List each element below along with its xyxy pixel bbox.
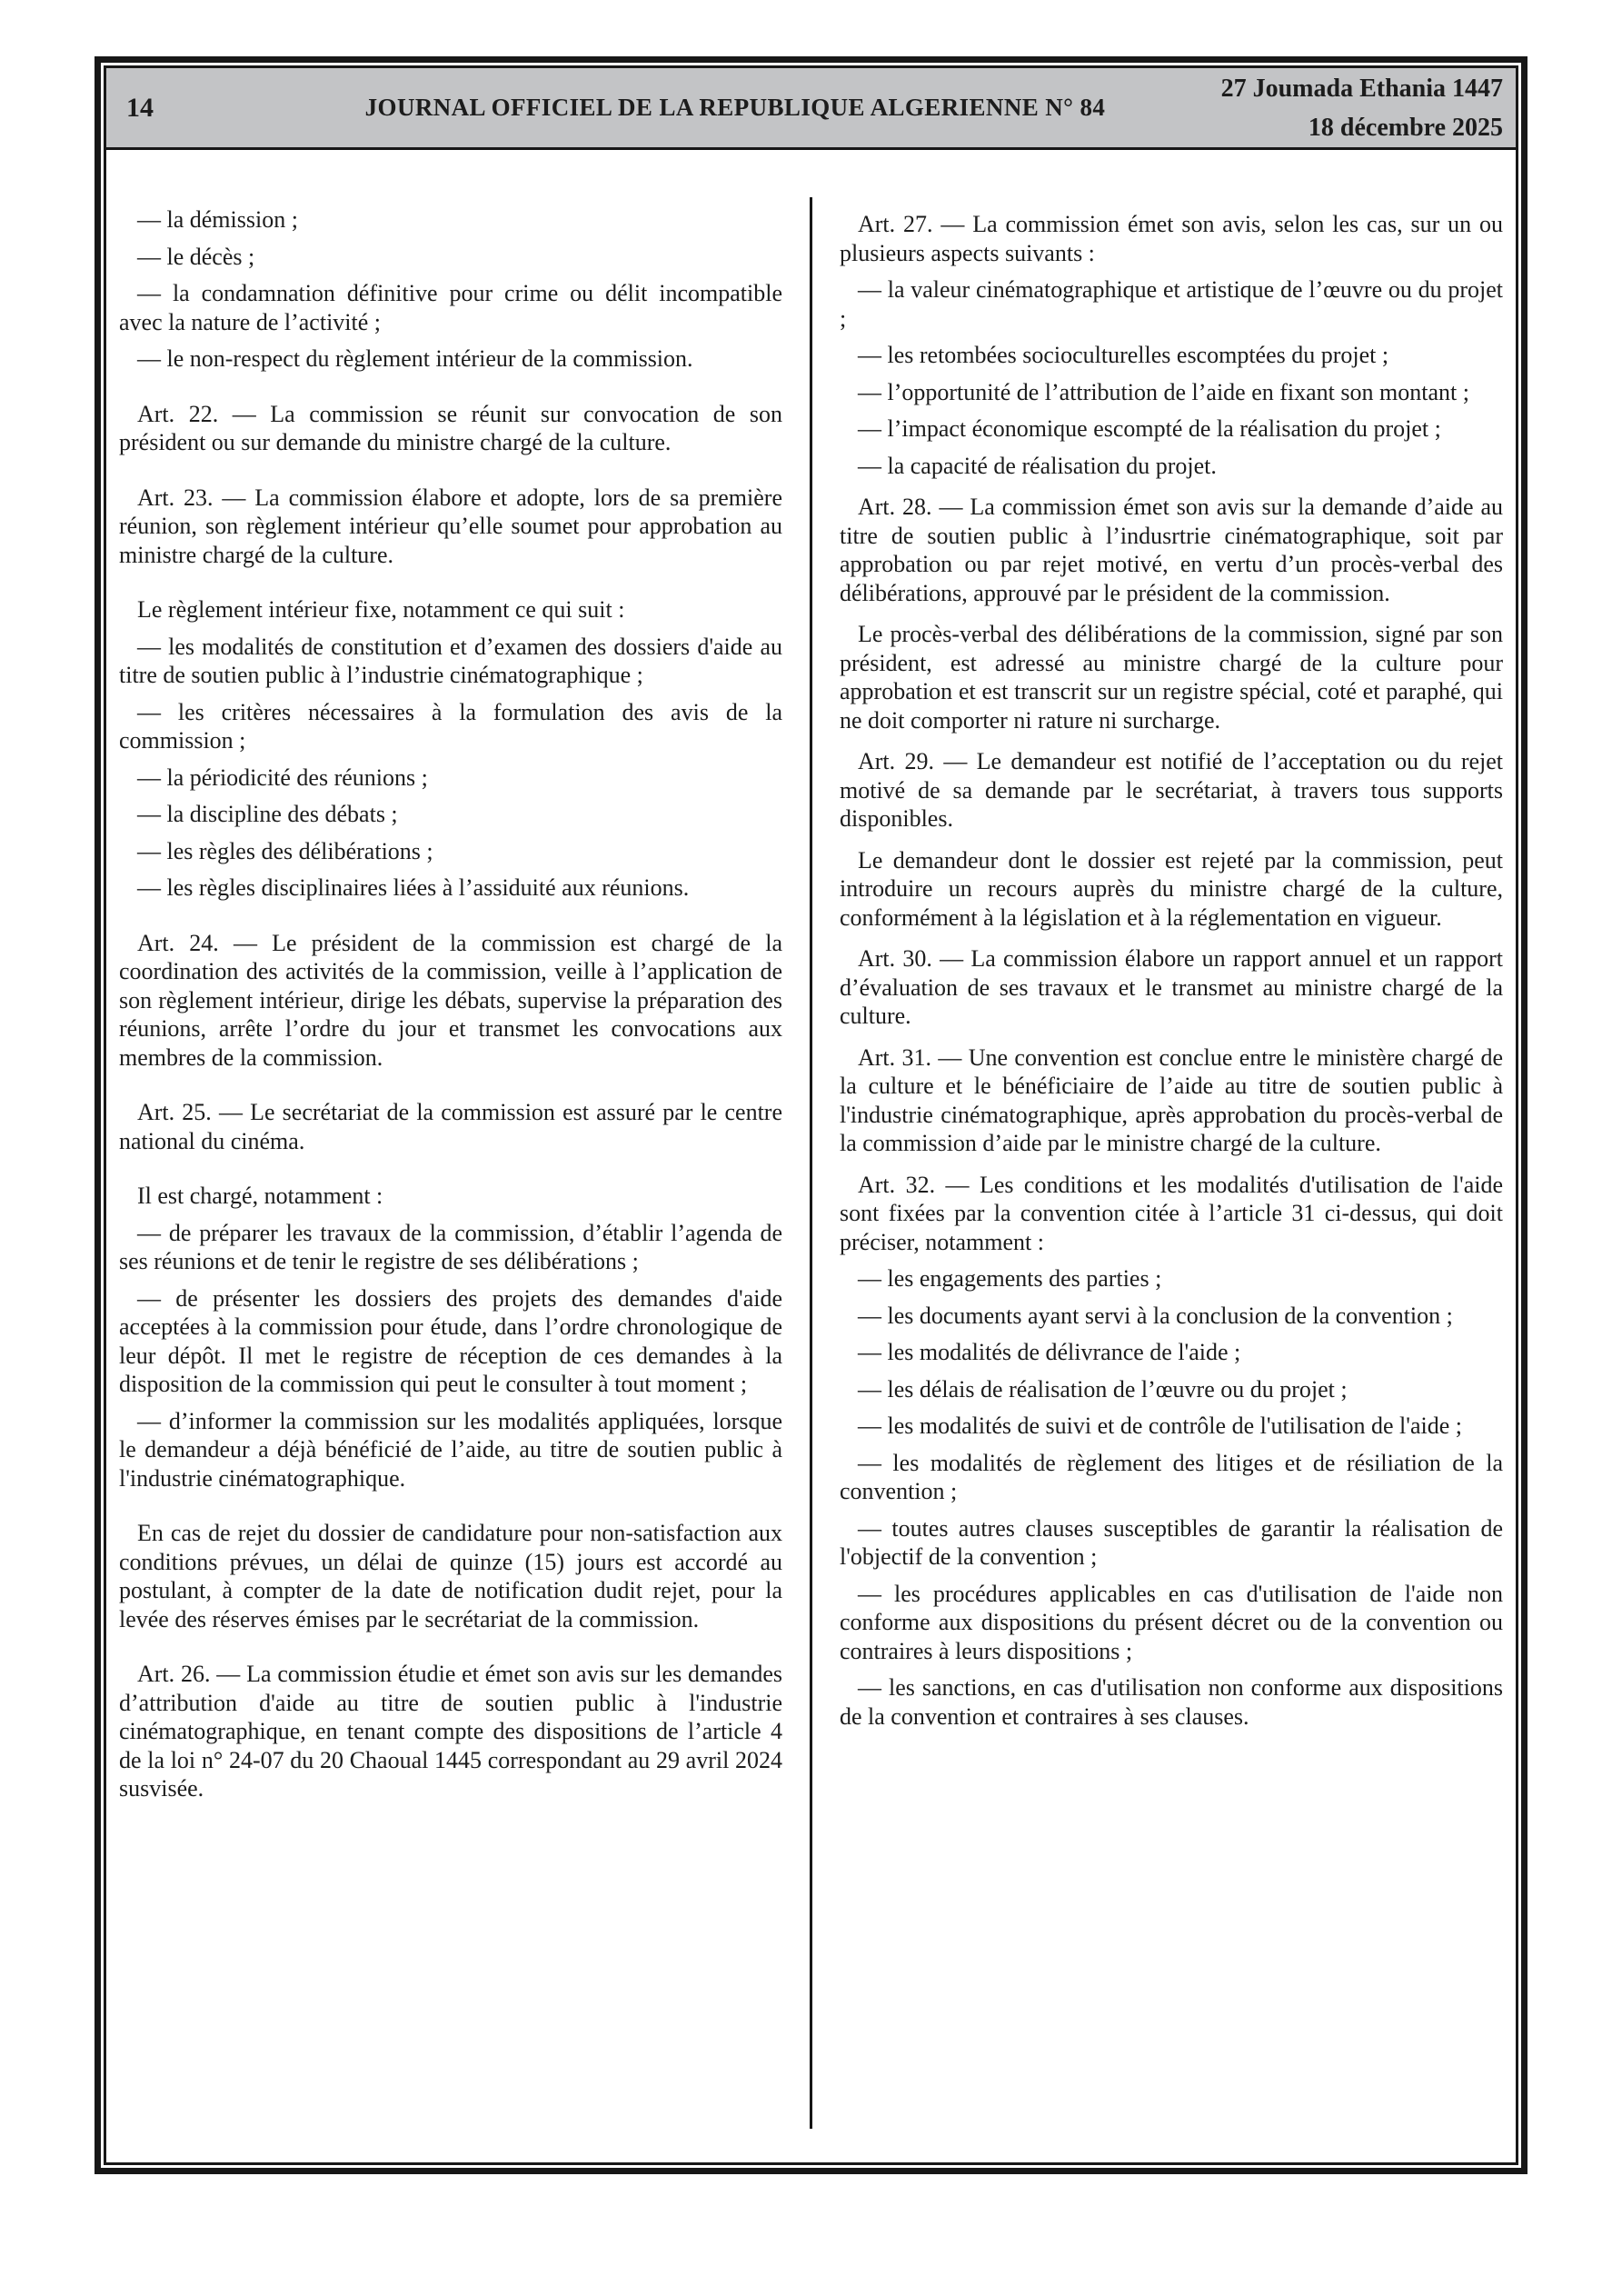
article-paragraph: Art. 25. — Le secrétariat de la commission est assuré par le centre national du cinéma. xyxy=(119,1099,782,1154)
list-item: — les délais de réalisation de l’œuvre ou du projet ; xyxy=(858,1375,1348,1403)
article-paragraph: Art. 26. — La commission étudie et émet son avis sur les demandes d’attribution d'aide au titre de soutien public à l'industrie cinématographique, en tenant compte des dispositions de l’article 4 de la loi n° 24-07 du 20 Chaoual 1445 correspondant au 29 avril 2024 susvisée. xyxy=(119,1661,782,1802)
list-item: — la discipline des débats ; xyxy=(137,801,398,827)
list-item: — l’opportunité de l’attribution de l’aide en fixant son montant ; xyxy=(858,378,1469,405)
date-gregorian: 18 décembre 2025 xyxy=(1308,113,1503,142)
page-frame-inner xyxy=(104,65,1518,2165)
list-item: — les modalités de règlement des litiges et de résiliation de la convention ; xyxy=(840,1449,1503,1504)
list-item: — les engagements des parties ; xyxy=(858,1265,1162,1292)
list-item: — la condamnation définitive pour crime ou délit incompatible avec la nature de l’activité ; xyxy=(119,280,782,335)
paragraph: En cas de rejet du dossier de candidature pour non-satisfaction aux conditions prévues, un délai de quinze (15) jours est accordé au postulant, à compter de la date de notification dudit rejet, pour la levée des réserves émises par le secrétariat de la commission. xyxy=(119,1520,782,1632)
list-item: — les documents ayant servi à la conclusion de la convention ; xyxy=(858,1302,1453,1329)
page-number: 14 xyxy=(126,92,154,123)
list-item: — les retombées socioculturelles escomptées du projet ; xyxy=(858,342,1389,368)
paragraph: Il est chargé, notamment : xyxy=(137,1183,383,1209)
list-item: — les critères nécessaires à la formulation des avis de la commission ; xyxy=(119,698,782,754)
article-paragraph: Art. 31. — Une convention est conclue entre le ministère chargé de la culture et le bénéficiaire de l’aide au titre de soutien public à l'industrie cinématographique, après approbation du procès-verbal de la commission d’aide par le ministre chargé de la culture. xyxy=(840,1043,1503,1156)
journal-header xyxy=(106,68,1516,150)
article-paragraph: Art. 23. — La commission élabore et adopte, lors de sa première réunion, son règlement intérieur qu’elle soumet pour approbation au ministre chargé de la culture. xyxy=(119,484,782,568)
list-item: — les procédures applicables en cas d'utilisation de l'aide non conforme aux dispositions du présent décret ou de la convention ou contraires à leurs dispositions ; xyxy=(840,1580,1503,1664)
journal-title: JOURNAL OFFICIEL DE LA REPUBLIQUE ALGERIENNE N° 84 xyxy=(364,94,1106,121)
article-paragraph: Art. 22. — La commission se réunit sur convocation de son président ou sur demande du ministre chargé de la culture. xyxy=(119,400,782,455)
paragraph: Le demandeur dont le dossier est rejeté par la commission, peut introduire un recours auprès du ministre chargé de la culture, conformément à la législation et à la réglementation en vigueur. xyxy=(840,846,1503,931)
list-item: — de préparer les travaux de la commission, d’établir l’agenda de ses réunions et de tenir le registre de ses délibérations ; xyxy=(119,1219,782,1274)
list-item: — de présenter les dossiers des projets des demandes d'aide acceptées à la commission pour étude, dans l’ordre chronologique de leur dépôt. Il met le registre de réception de ces demandes à la disposition de la commission qui peut le consulter à tout moment ; xyxy=(119,1284,782,1397)
list-item: — la démission ; xyxy=(137,206,298,233)
paragraph: Le procès-verbal des délibérations de la commission, signé par son président, est adressé au ministre chargé de la culture pour approbation et est transcrit sur un registre spécial, coté et paraphé, qui ne doit comporter ni rature ni surcharge. xyxy=(840,621,1503,734)
right-column xyxy=(840,197,1503,1739)
list-item: — la capacité de réalisation du projet. xyxy=(858,452,1217,479)
date-hijri: 27 Joumada Ethania 1447 xyxy=(1220,74,1503,103)
list-item: — d’informer la commission sur les modalités appliquées, lorsque le demandeur a déjà bénéficié de l’aide, au titre de soutien public à l'industrie cinématographique. xyxy=(119,1407,782,1492)
left-column xyxy=(119,197,782,1812)
list-item: — la valeur cinématographique et artistique de l’œuvre ou du projet ; xyxy=(840,276,1503,332)
article-paragraph: Art. 30. — La commission élabore un rapport annuel et un rapport d’évaluation de ses travaux et le transmet au ministre chargé de la culture. xyxy=(840,945,1503,1029)
list-item: — le non-respect du règlement intérieur de la commission. xyxy=(137,345,693,372)
list-item: — la périodicité des réunions ; xyxy=(137,764,428,791)
list-item: — les règles disciplinaires liées à l’assiduité aux réunions. xyxy=(137,874,690,901)
article-paragraph: Art. 28. — La commission émet son avis sur la demande d’aide au titre de soutien public à l’indusrtrie cinématographique, soit par approbation ou par rejet motivé, en vertu d’un procès-verbal des délibérations, approuvé par le président de la commission. xyxy=(840,494,1503,606)
article-paragraph: Art. 24. — Le président de la commission est chargé de la coordination des activités de la commission, veille à l’application de son règlement intérieur, dirige les débats, supervise la préparation des réunions, arrête l’ordre du jour et transmet les convocations aux membres de la commission. xyxy=(119,929,782,1071)
list-item: — le décès ; xyxy=(137,243,255,270)
list-item: — l’impact économique escompté de la réalisation du projet ; xyxy=(858,415,1441,442)
list-item: — les modalités de délivrance de l'aide ; xyxy=(858,1339,1241,1365)
list-item: — toutes autres clauses susceptibles de garantir la réalisation de l'objectif de la convention ; xyxy=(840,1514,1503,1570)
page-body xyxy=(106,150,1516,2162)
article-paragraph: Art. 29. — Le demandeur est notifié de l’acceptation ou du rejet motivé de sa demande par le secrétariat, à travers tous supports disponibles. xyxy=(840,748,1503,832)
article-paragraph: Art. 27. — La commission émet son avis, selon les cas, sur un ou plusieurs aspects suivants : xyxy=(840,211,1503,266)
list-item: — les sanctions, en cas d'utilisation non conforme aux dispositions de la convention et contraires à ses clauses. xyxy=(840,1674,1503,1730)
issue-dates xyxy=(1189,69,1503,147)
column-divider xyxy=(810,197,812,2129)
list-item: — les règles des délibérations ; xyxy=(137,837,433,864)
paragraph: Le règlement intérieur fixe, notamment ce qui suit : xyxy=(137,596,625,623)
list-item: — les modalités de constitution et d’examen des dossiers d'aide au titre de soutien public à l’industrie cinématographique ; xyxy=(119,633,782,688)
page-frame xyxy=(95,56,1527,2174)
article-paragraph: Art. 32. — Les conditions et les modalités d'utilisation de l'aide sont fixées par la convention citée à l’article 31 ci-dessus, qui doit préciser, notamment : xyxy=(840,1171,1503,1255)
list-item: — les modalités de suivi et de contrôle de l'utilisation de l'aide ; xyxy=(858,1413,1462,1439)
